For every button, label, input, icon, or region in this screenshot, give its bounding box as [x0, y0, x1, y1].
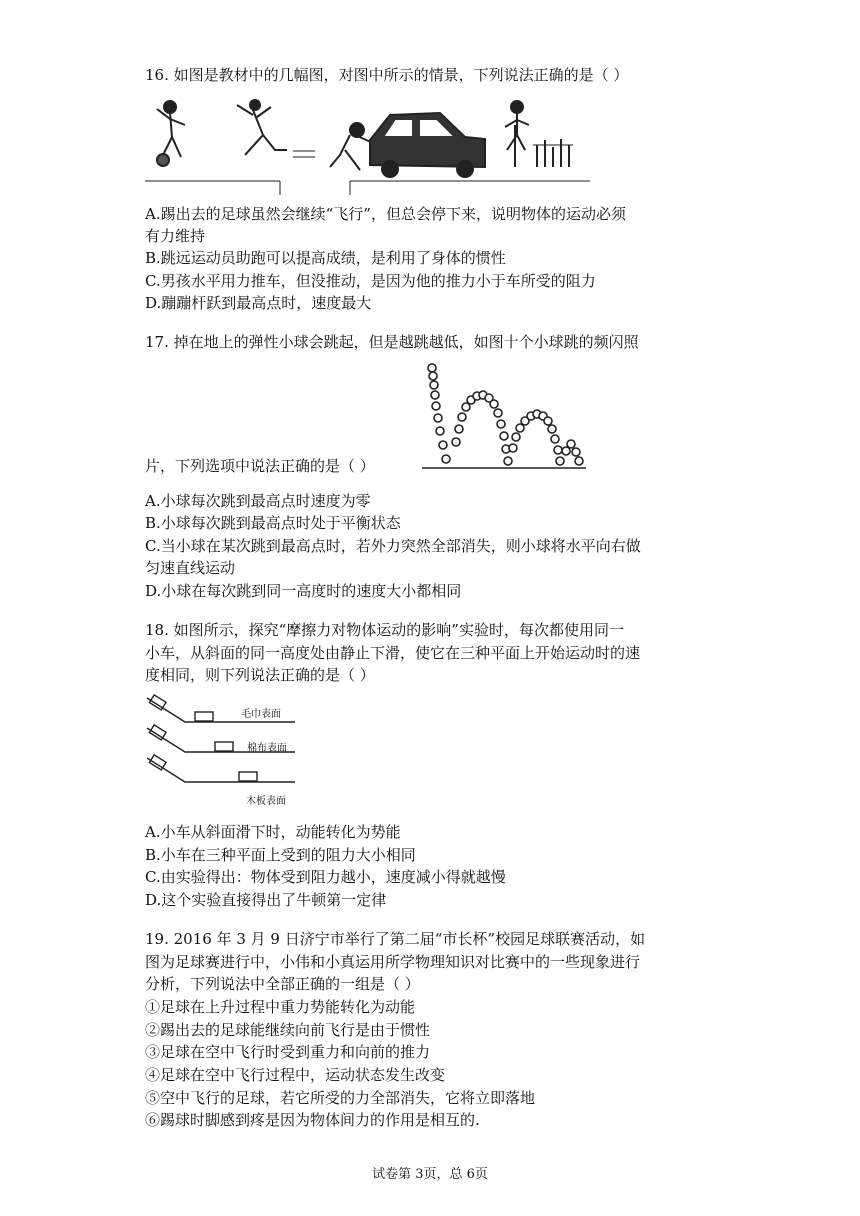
q17-stem-line2: 片，下列选项中说法正确的是（ ） [145, 457, 375, 475]
q17-option-c-cont: 匀速直线运动 [145, 559, 236, 577]
q17-option-c: C.当小球在某次跳到最高点时，若外力突然全部消失，则小球将水平向右做 [145, 537, 641, 555]
q18-option-d: D.这个实验直接得出了牛顿第一定律 [145, 891, 387, 909]
q17-option-b: B.小球每次跳到最高点时处于平衡状态 [145, 514, 401, 532]
q19-statement-1: ①足球在上升过程中重力势能转化为动能 [145, 998, 416, 1016]
q19-statement-2: ②踢出去的足球能继续向前飞行是由于惯性 [145, 1021, 431, 1039]
q19-statement-4: ④足球在空中飞行过程中，运动状态发生改变 [145, 1066, 446, 1084]
q19-stem-line1: 19. 2016 年 3 月 9 日济宁市举行了第二届“市长杯”校园足球联赛活动，如 [145, 930, 646, 948]
q19-stem-line3: 分析，下列说法中全部正确的一组是（ ） [145, 975, 420, 993]
q18-label-towel: 毛巾表面 [241, 709, 281, 720]
q18-stem-line2: 小车，从斜面的同一高度处由静止下滑，使它在三种平面上开始运动时的速 [145, 644, 641, 662]
q16-option-a: A.踢出去的足球虽然会继续“飞行”，但总会停下来，说明物体的运动必须 [145, 205, 626, 223]
q18-stem-line1: 18. 如图所示，探究“摩擦力对物体运动的影响”实验时，每次都使用同一 [145, 621, 624, 639]
q18-stem-line3: 度相同，则下列说法正确的是（ ） [145, 666, 375, 684]
q16-option-d: D.蹦蹦杆跃到最高点时，速度最大 [145, 294, 372, 312]
q16-option-c: C.男孩水平用力推车，但没推动，是因为他的推力小于车所受的阻力 [145, 272, 596, 290]
q17-option-a: A.小球每次跳到最高点时速度为零 [145, 492, 371, 510]
q18-option-b: B.小车在三种平面上受到的阻力大小相同 [145, 846, 416, 864]
q16-option-a-cont: 有力维持 [145, 227, 206, 245]
q19-statement-3: ③足球在空中飞行时受到重力和向前的推力 [145, 1043, 431, 1061]
q18-label-cotton: 棉布表面 [247, 743, 287, 754]
q16-figure [145, 95, 590, 195]
q19-stem-line2: 图为足球赛进行中，小伟和小真运用所学物理知识对比赛中的一些现象进行 [145, 953, 641, 971]
q19-statement-6: ⑥踢球时脚感到疼是因为物体间力的作用是相互的. [145, 1111, 480, 1129]
q18-option-c: C.由实验得出：物体受到阻力越小，速度减小得就越慢 [145, 868, 506, 886]
q16-stem: 16. 如图是教材中的几幅图，对图中所示的情景，下列说法正确的是（ ） [145, 66, 629, 84]
q16-option-b: B.跳远运动员助跑可以提高成绩，是利用了身体的惯性 [145, 249, 506, 267]
page-footer: 试卷第 3页，总 6页 [372, 1167, 488, 1182]
q17-bouncing-ball-figure [420, 362, 590, 474]
q18-option-a: A.小车从斜面滑下时，动能转化为势能 [145, 823, 401, 841]
q17-stem-line1: 17. 掉在地上的弹性小球会跳起，但是越跳越低，如图十个小球跳的频闪照 [145, 333, 639, 351]
q19-statement-5: ⑤空中飞行的足球，若它所受的力全部消失，它将立即落地 [145, 1089, 536, 1107]
q17-option-d: D.小球在每次跳到同一高度时的速度大小都相同 [145, 582, 462, 600]
q18-label-wood: 木板表面 [246, 796, 286, 807]
